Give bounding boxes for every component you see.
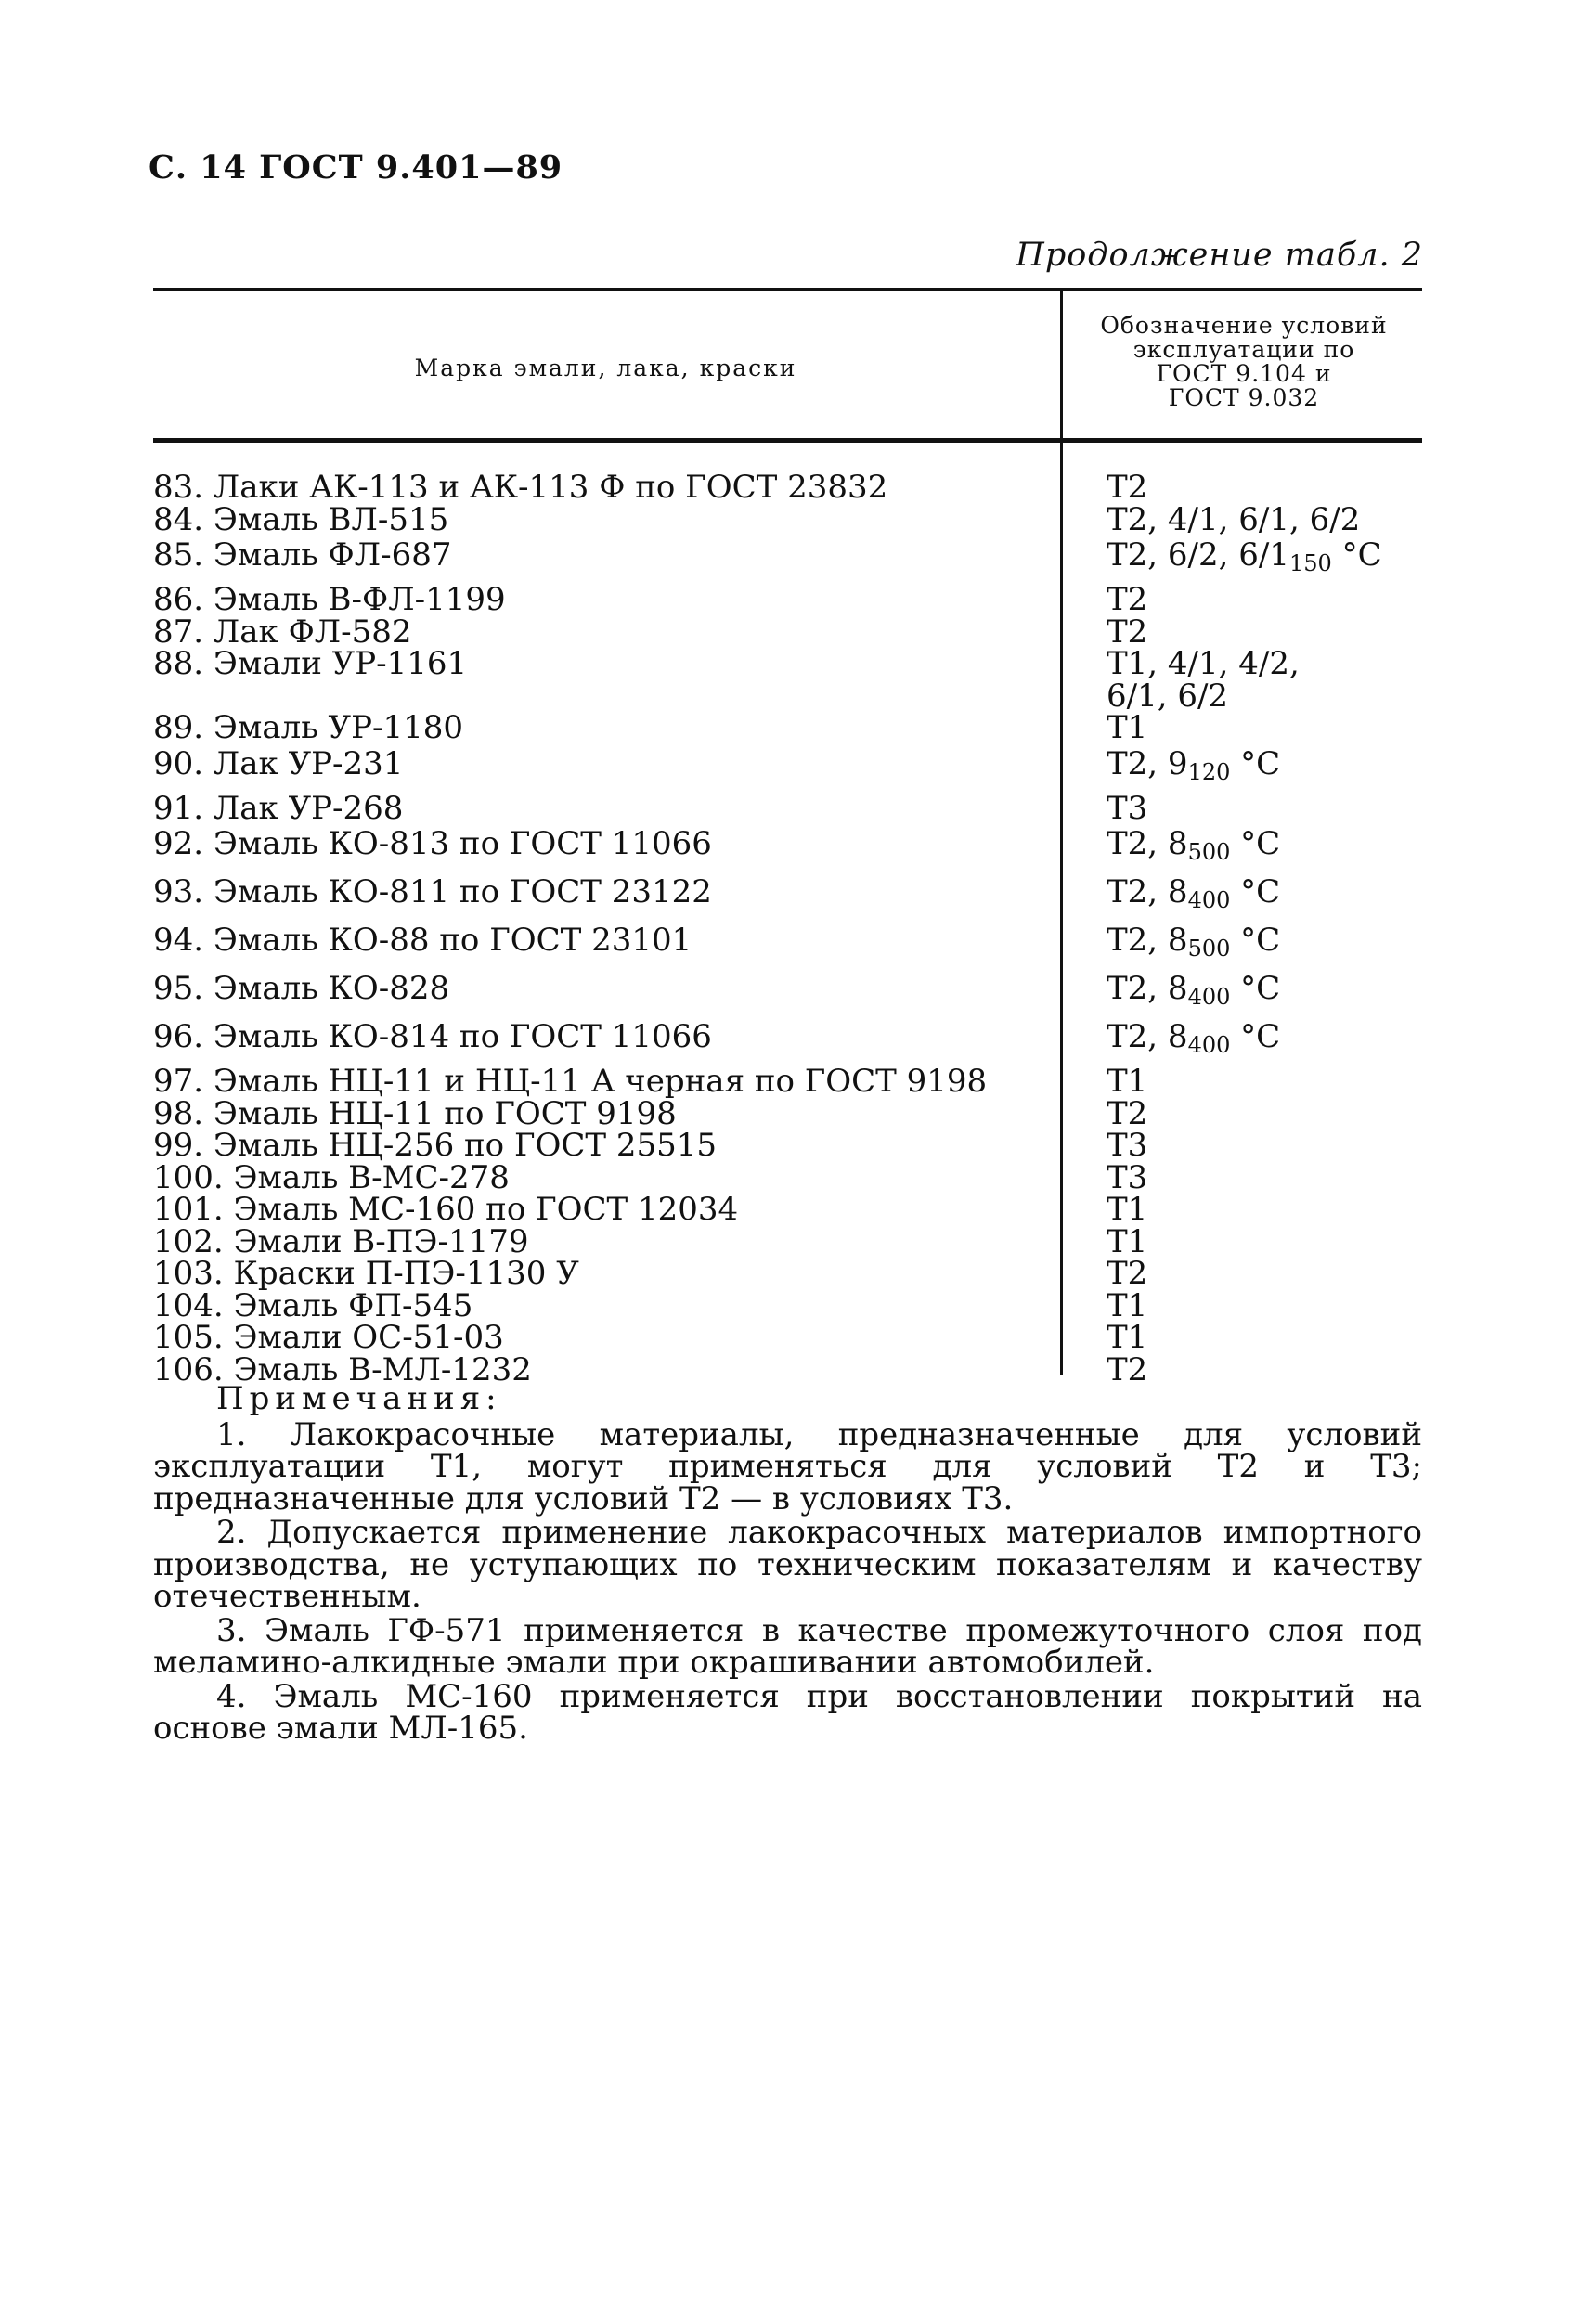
row-name: 104. Эмаль ФП-545	[153, 1286, 473, 1324]
condition-temperature: 400	[1187, 1032, 1231, 1058]
notes-section	[153, 1380, 1422, 1747]
table-row	[153, 744, 1425, 793]
condition-text: Т3	[1107, 1127, 1148, 1164]
row-condition	[1107, 613, 1425, 651]
row-name: 84. Эмаль ВЛ-515	[153, 500, 449, 538]
row-condition	[1107, 536, 1425, 584]
table-row	[153, 645, 1425, 682]
row-name: 83. Лаки АК-113 и АК-113 Ф по ГОСТ 23832	[153, 469, 888, 506]
condition-text: Т2, 8	[1107, 1018, 1188, 1055]
condition-text: Т2, 9	[1107, 744, 1188, 782]
row-name: 94. Эмаль КО-88 по ГОСТ 23101	[153, 922, 692, 959]
table-row	[153, 789, 1425, 827]
row-condition	[1107, 471, 1425, 504]
condition-temperature: 150	[1288, 550, 1332, 576]
row-name: 89. Эмаль УР-1180	[153, 709, 463, 746]
condition-text: Т1	[1107, 1191, 1148, 1228]
table-row	[153, 581, 1425, 618]
row-condition	[1107, 969, 1425, 1017]
condition-unit: °С	[1230, 825, 1281, 862]
row-name: 98. Эмаль НЦ-11 по ГОСТ 9198	[153, 1094, 677, 1132]
page-header: С. 14 ГОСТ 9.401—89	[149, 148, 563, 187]
note-item: 3. Эмаль ГФ-571 применяется в качестве промежуточного слоя под меламино-алкидные эмали при окрашивании автомобилей.	[153, 1611, 1422, 1681]
column-header-conditions-line: эксплуатации по	[1132, 336, 1355, 363]
row-name: 85. Эмаль ФЛ-687	[153, 536, 452, 574]
condition-unit: °С	[1230, 873, 1281, 910]
row-name: 101. Эмаль МС-160 по ГОСТ 12034	[153, 1191, 739, 1228]
row-condition	[1107, 500, 1425, 538]
row-name: 99. Эмаль НЦ-256 по ГОСТ 25515	[153, 1127, 718, 1164]
row-condition	[1107, 872, 1425, 921]
note-item: 2. Допускается применение лакокрасочных материалов импортного производства, не уступающих по техническим показателям и качеству отечественным.	[153, 1514, 1422, 1615]
column-header-grade: Марка эмали, лака, краски	[414, 355, 797, 381]
table-row	[153, 921, 1425, 969]
row-name: 96. Эмаль КО-814 по ГОСТ 11066	[153, 1018, 712, 1055]
row-condition	[1107, 709, 1425, 746]
table-row	[153, 1191, 1425, 1228]
row-name: 102. Эмали В-ПЭ-1179	[153, 1222, 529, 1260]
notes-title: Примечания:	[216, 1380, 502, 1417]
condition-temperature: 500	[1187, 936, 1231, 962]
row-condition	[1107, 1286, 1425, 1324]
column-header-conditions-line: ГОСТ 9.032	[1168, 384, 1320, 411]
condition-text: Т2, 8	[1107, 922, 1188, 959]
row-name: 106. Эмаль В-МЛ-1232	[153, 1350, 532, 1388]
condition-text: Т2, 8	[1107, 970, 1188, 1007]
condition-text: Т2, 8	[1107, 825, 1188, 862]
condition-text: Т2	[1107, 1094, 1148, 1132]
table-row	[153, 969, 1425, 1017]
condition-text: Т1	[1107, 1319, 1148, 1356]
row-name: 103. Краски П-ПЭ-1130 У	[153, 1255, 579, 1292]
condition-text: Т2, 4/1, 6/1, 6/2	[1107, 500, 1361, 538]
column-header-conditions-line: Обозначение условий	[1100, 312, 1388, 339]
condition-unit: °С	[1230, 922, 1281, 959]
condition-temperature: 400	[1187, 887, 1231, 913]
row-condition	[1107, 1017, 1425, 1065]
table-row	[153, 471, 1425, 504]
row-condition	[1107, 1127, 1425, 1164]
column-header-conditions	[1068, 314, 1420, 410]
table-top-rule	[153, 288, 1422, 291]
table-row	[153, 1255, 1425, 1292]
row-name: 100. Эмаль В-МС-278	[153, 1158, 510, 1196]
row-condition	[1107, 1350, 1425, 1388]
note-item: 1. Лакокрасочные материалы, предназначенные для условий эксплуатации Т1, могут применяться для условий Т2 и Т3; предназначенные для условий Т2 — в условиях Т3.	[153, 1415, 1422, 1517]
row-condition	[1107, 1191, 1425, 1228]
table-row	[153, 1158, 1425, 1196]
table-row	[153, 1065, 1425, 1098]
condition-text: Т1	[1107, 709, 1148, 746]
table-continuation-caption: Продолжение табл. 2	[1016, 237, 1423, 274]
row-name: 95. Эмаль КО-828	[153, 970, 450, 1007]
condition-text: Т1	[1107, 1222, 1148, 1260]
row-name: 86. Эмаль В-ФЛ-1199	[153, 581, 506, 618]
condition-temperature: 120	[1187, 758, 1231, 785]
row-condition	[1107, 824, 1425, 872]
table-row	[153, 500, 1425, 538]
condition-text: Т2	[1107, 581, 1148, 618]
table-row	[153, 1222, 1425, 1260]
condition-text: Т1	[1107, 1063, 1148, 1100]
table-row	[153, 536, 1425, 584]
condition-unit: °С	[1230, 744, 1281, 782]
table-row	[153, 1319, 1425, 1356]
condition-text: Т2	[1107, 1255, 1148, 1292]
condition-text: Т3	[1107, 789, 1148, 827]
condition-text: Т2	[1107, 469, 1148, 506]
table-row	[153, 709, 1425, 746]
condition-unit: °С	[1230, 970, 1281, 1007]
condition-text: Т3	[1107, 1158, 1148, 1196]
row-condition	[1107, 789, 1425, 827]
condition-text: Т2, 6/2, 6/1	[1107, 536, 1289, 574]
row-condition	[1107, 1065, 1425, 1098]
condition-text: Т2, 8	[1107, 873, 1188, 910]
condition-text: Т2	[1107, 1350, 1148, 1388]
row-name	[153, 680, 1107, 713]
row-condition	[1107, 1158, 1425, 1196]
row-name: 88. Эмали УР-1161	[153, 645, 468, 682]
condition-temperature: 500	[1187, 839, 1231, 865]
condition-text: Т2	[1107, 613, 1148, 651]
row-condition	[1107, 677, 1425, 715]
condition-unit: °С	[1331, 536, 1382, 574]
condition-text: Т1, 4/1, 4/2,	[1107, 645, 1300, 682]
row-name: 92. Эмаль КО-813 по ГОСТ 11066	[153, 825, 712, 862]
row-condition	[1107, 1222, 1425, 1260]
row-name: 105. Эмали ОС-51-03	[153, 1319, 504, 1356]
row-condition	[1107, 645, 1425, 682]
row-name: 97. Эмаль НЦ-11 и НЦ-11 А черная по ГОСТ 9198	[153, 1063, 988, 1100]
condition-text: Т1	[1107, 1286, 1148, 1324]
row-condition	[1107, 581, 1425, 618]
row-condition	[1107, 1255, 1425, 1292]
note-item: 4. Эмаль МС-160 применяется при восстановлении покрытий на основе эмали МЛ-165.	[153, 1677, 1422, 1747]
column-header-conditions-line: ГОСТ 9.104 и	[1156, 360, 1332, 387]
row-condition	[1107, 1094, 1425, 1132]
row-condition	[1107, 744, 1425, 793]
row-name: 93. Эмаль КО-811 по ГОСТ 23122	[153, 873, 712, 910]
table-row	[153, 613, 1425, 651]
table-body	[153, 471, 1425, 1386]
table-row	[153, 1094, 1425, 1132]
row-name: 87. Лак ФЛ-582	[153, 613, 412, 651]
table-row	[153, 677, 1425, 715]
row-condition	[1107, 1319, 1425, 1356]
table-header-rule	[153, 438, 1422, 443]
row-name: 91. Лак УР-268	[153, 789, 404, 827]
table-row	[153, 824, 1425, 872]
table-row	[153, 872, 1425, 921]
condition-text: 6/1, 6/2	[1107, 677, 1229, 715]
table-row	[153, 1017, 1425, 1065]
table-row	[153, 1286, 1425, 1324]
condition-unit: °С	[1230, 1018, 1281, 1055]
table-row	[153, 1127, 1425, 1164]
row-name: 90. Лак УР-231	[153, 744, 404, 782]
condition-temperature: 400	[1187, 984, 1231, 1010]
row-condition	[1107, 921, 1425, 969]
